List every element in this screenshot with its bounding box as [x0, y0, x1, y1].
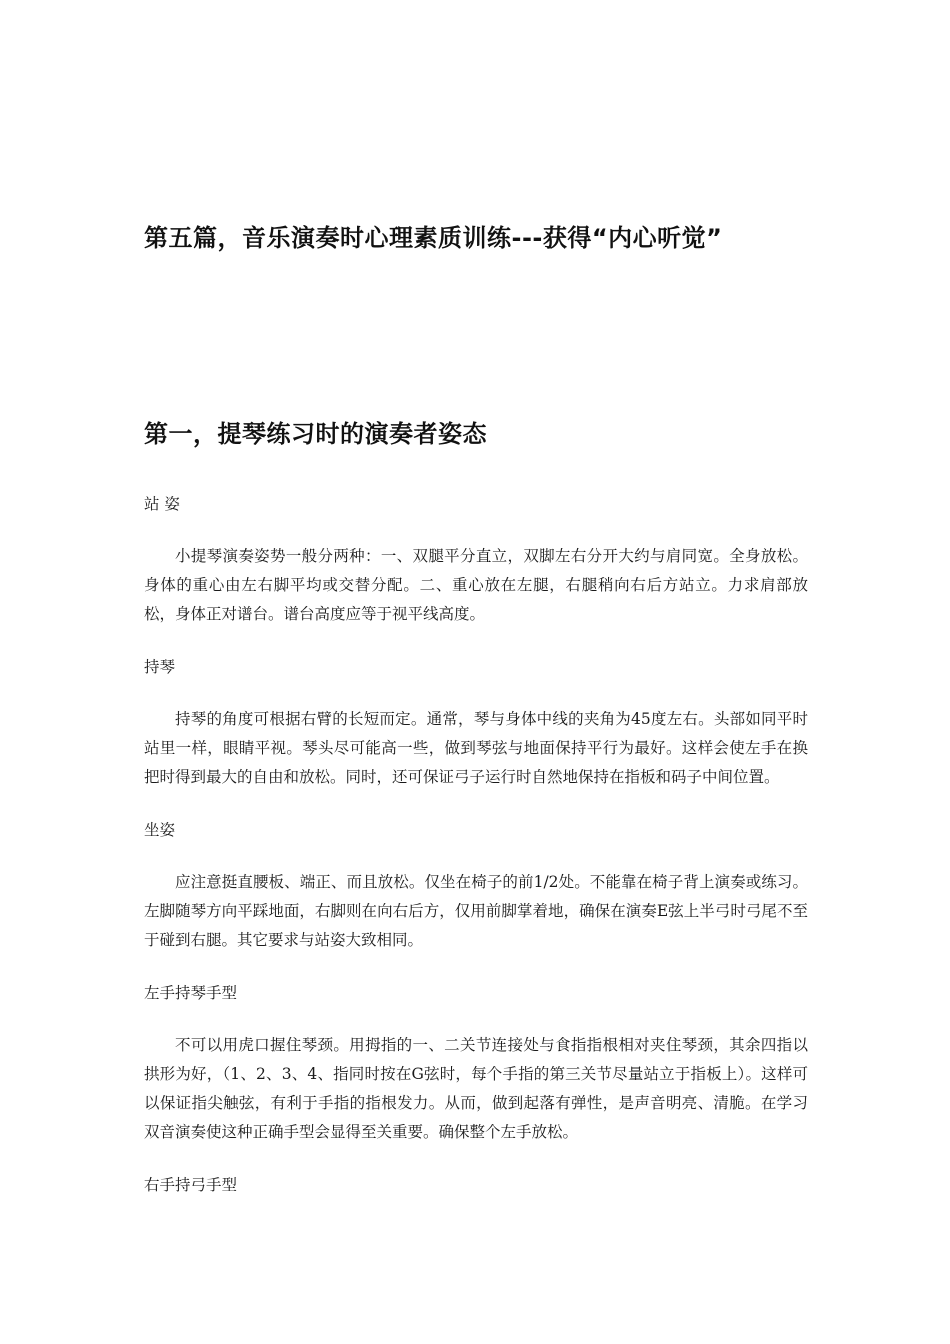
chapter-title: 第一，提琴练习时的演奏者姿态: [144, 420, 487, 448]
section-heading-left-hand: 左手持琴手型: [144, 984, 238, 1002]
section-body-holding-violin: 持琴的角度可根据右臂的长短而定。通常，琴与身体中线的夹角为45度左右。头部如同平时站里一样，眼睛平视。琴头尽可能高一些，做到琴弦与地面保持平行为最好。这样会使左手在换把时得到最大的自由和放松。同时，还可保证弓子运行时自然地保持在指板和码子中间位置。: [144, 710, 808, 786]
section-heading-sitting: 坐姿: [144, 821, 176, 839]
section-body-sitting: 应注意挺直腰板、端正、而且放松。仅坐在椅子的前1/2处。不能靠在椅子背上演奏或练习。左脚随琴方向平踩地面，右脚则在向右后方，仅用前脚掌着地，确保在演奏E弦上半弓时弓尾不至于碰到右腿。其它要求与站姿大致相同。: [144, 873, 808, 949]
document-body: [144, 490, 808, 1223]
part-title: 第五篇，音乐演奏时心理素质训练---获得“内心听觉”: [144, 224, 723, 252]
section-heading-standing: 站 姿: [144, 495, 180, 513]
section-body-standing: 小提琴演奏姿势一般分两种：一、双腿平分直立，双脚左右分开大约与肩同宽。全身放松。身体的重心由左右脚平均或交替分配。二、重心放在左腿，右腿稍向右后方站立。力求肩部放松，身体正对谱台。谱台高度应等于视平线高度。: [144, 547, 808, 623]
section-body-left-hand: 不可以用虎口握住琴颈。用拇指的一、二关节连接处与食指指根相对夹住琴颈，其余四指以拱形为好，（1、2、3、4、指同时按在G弦时，每个手指的第三关节尽量站立于指板上）。这样可以保证指尖触弦，有利于手指的指根发力。从而，做到起落有弹性，是声音明亮、清脆。在学习双音演奏使这种正确手型会显得至关重要。确保整个左手放松。: [144, 1036, 808, 1141]
section-heading-holding-violin: 持琴: [144, 658, 176, 676]
section-heading-right-hand: 右手持弓手型: [144, 1176, 238, 1194]
